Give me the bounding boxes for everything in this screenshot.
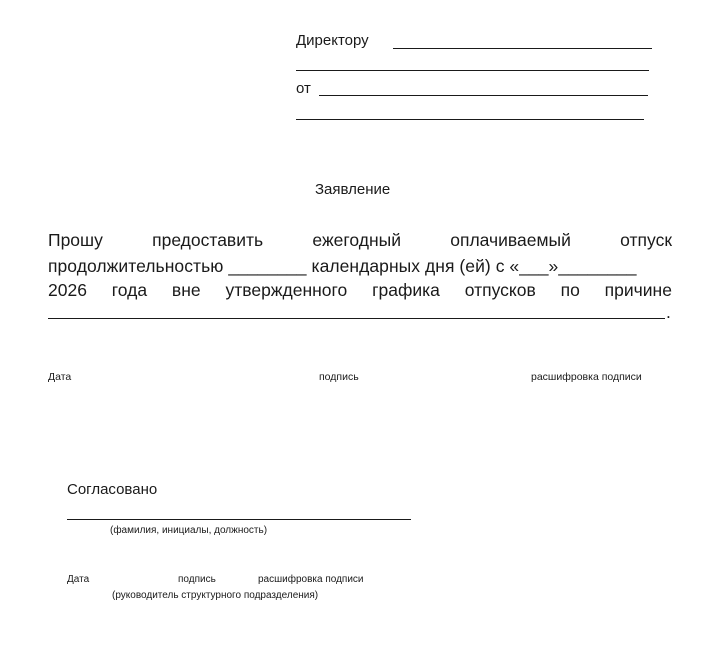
body-word: отпуск (620, 230, 672, 250)
director-name-line-2 (296, 70, 649, 71)
body-word: Прошу (48, 230, 103, 250)
director-label: Директору (296, 32, 369, 49)
body-line-1 (48, 230, 672, 251)
approval-date-label: Дата (67, 574, 90, 585)
approval-decoding-label: расшифровка подписи (258, 574, 364, 585)
approval-hint: (фамилия, инициалы, должность) (110, 525, 268, 536)
body-word: отпусков (464, 280, 536, 300)
approval-label: Согласовано (67, 481, 158, 498)
director-name-line (393, 48, 652, 49)
approval-line (67, 519, 411, 520)
reason-line-period: . (666, 302, 671, 322)
body-word: оплачиваемый (450, 230, 571, 250)
from-name-line-2 (296, 119, 644, 120)
from-label: от (296, 80, 311, 97)
signature-label: подпись (319, 371, 359, 383)
approval-head-hint: (руководитель структурного подразделения) (112, 590, 319, 601)
body-word: причине (604, 280, 672, 300)
approval-signature-label: подпись (178, 574, 216, 585)
body-word: предоставить (152, 230, 264, 250)
body-word: года (111, 280, 148, 300)
body-word: ежегодный (312, 230, 401, 250)
reason-line (48, 318, 665, 319)
body-word: по (560, 280, 580, 300)
body-line-3 (48, 280, 672, 301)
body-word: вне (171, 280, 201, 300)
body-line-2: продолжительностью ________ календарных дня (ей) с «___»________ (48, 256, 637, 276)
from-name-line (319, 95, 648, 96)
signature-decoding-label: расшифровка подписи (531, 371, 642, 383)
body-word: 2026 (48, 280, 87, 300)
document-title: Заявление (315, 181, 391, 198)
body-word: утвержденного (225, 280, 348, 300)
signature-date-label: Дата (48, 371, 72, 383)
body-word: графика (372, 280, 440, 300)
